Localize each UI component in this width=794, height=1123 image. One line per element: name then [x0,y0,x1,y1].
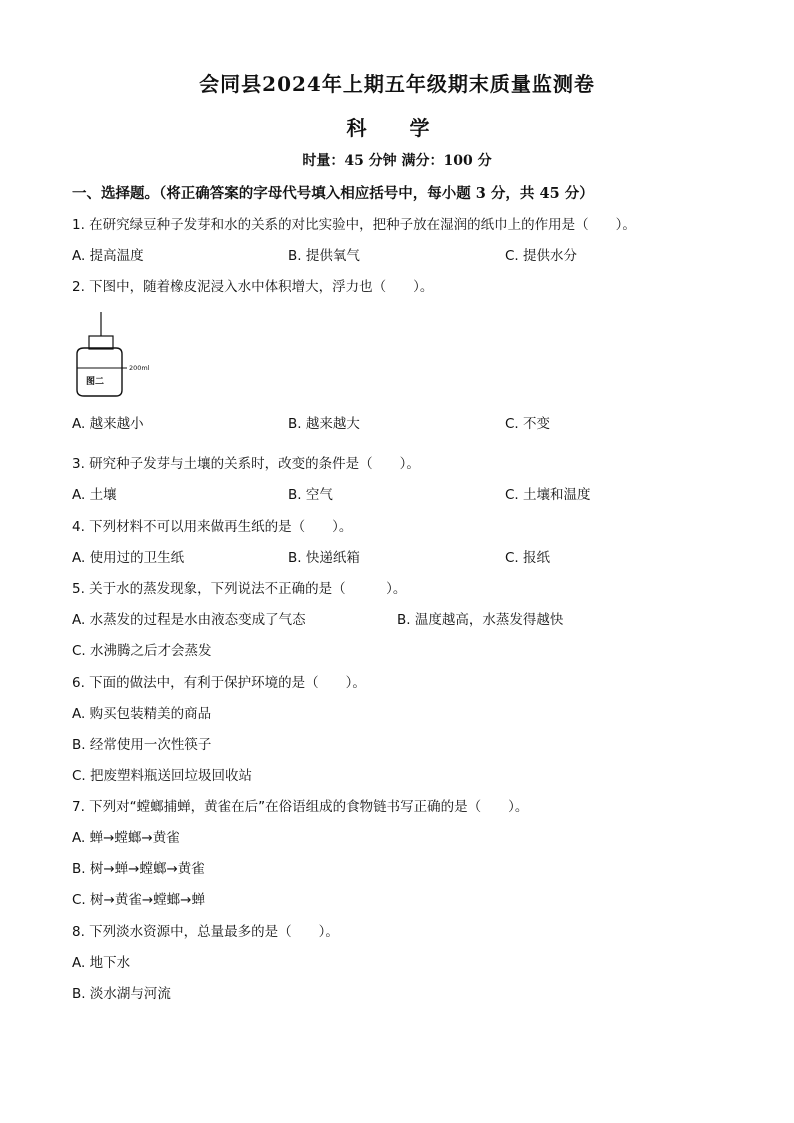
question-option: A. 地下水 [72,955,131,971]
question-stem: 4. 下列材料不可以用来做再生纸的是（ ）。 [72,519,353,535]
question-option: C. 把废塑料瓶送回垃圾回收站 [72,768,253,784]
question-option: B. 快递纸箱 [288,550,360,566]
question-stem: 3. 研究种子发芽与土壤的关系时，改变的条件是（ ）。 [72,456,420,472]
section-heading: 一、选择题。（将正确答案的字母代号填入相应括号中，每小题 3 分，共 45 分） [72,185,594,202]
question-option: B. 经常使用一次性筷子 [72,737,212,753]
question-option: C. 提供水分 [505,248,578,264]
question-option: A. 蝉→螳螂→黄雀 [72,830,180,846]
question-option: A. 土壤 [72,487,117,503]
subject-title: 科 学 [346,116,448,140]
question-option: A. 水蒸发的过程是水由液态变成了气态 [72,612,306,628]
question-stem: 6. 下面的做法中，有利于保护环境的是（ ）。 [72,675,366,691]
question-stem: 5. 关于水的蒸发现象，下列说法不正确的是（ ）。 [72,581,407,597]
question-stem: 2. 下图中，随着橡皮泥浸入水中体积增大，浮力也（ ）。 [72,279,434,295]
question-option: B. 淡水湖与河流 [72,986,171,1002]
question-option: C. 水沸腾之后才会蒸发 [72,643,212,659]
question-stem: 1. 在研究绿豆种子发芽和水的关系的对比实验中，把种子放在湿润的纸巾上的作用是（ ）。 [72,217,636,233]
question-option: A. 购买包装精美的商品 [72,706,212,722]
question-option: B. 树→蝉→螳螂→黄雀 [72,861,205,877]
exam-title: 会同县2024年上期五年级期末质量监测卷 [199,72,595,96]
volume-label: 200ml [129,364,150,372]
beaker-body [77,348,122,396]
question-stem: 8. 下列淡水资源中，总量最多的是（ ）。 [72,924,339,940]
question-option: A. 提高温度 [72,248,144,264]
question-option: B. 越来越大 [288,416,360,432]
question-option: C. 土壤和温度 [505,487,591,503]
question-option: C. 树→黄雀→螳螂→蝉 [72,892,205,908]
question-option: A. 越来越小 [72,416,144,432]
question-option: B. 温度越高，水蒸发得越快 [397,612,564,628]
question-option: B. 提供氧气 [288,248,360,264]
clay-block [89,336,113,349]
question-option: C. 不变 [505,416,551,432]
question-stem: 7. 下列对“螳螂捕蝉，黄雀在后”在俗语组成的食物链书写正确的是（ ）。 [72,799,529,815]
question-option: A. 使用过的卫生纸 [72,550,185,566]
beaker-figure [72,312,162,400]
exam-meta: 时量：45 分钟 满分：100 分 [302,153,492,169]
question-option: C. 报纸 [505,550,551,566]
question-option: B. 空气 [288,487,333,503]
figure-label: 图二 [86,377,105,387]
